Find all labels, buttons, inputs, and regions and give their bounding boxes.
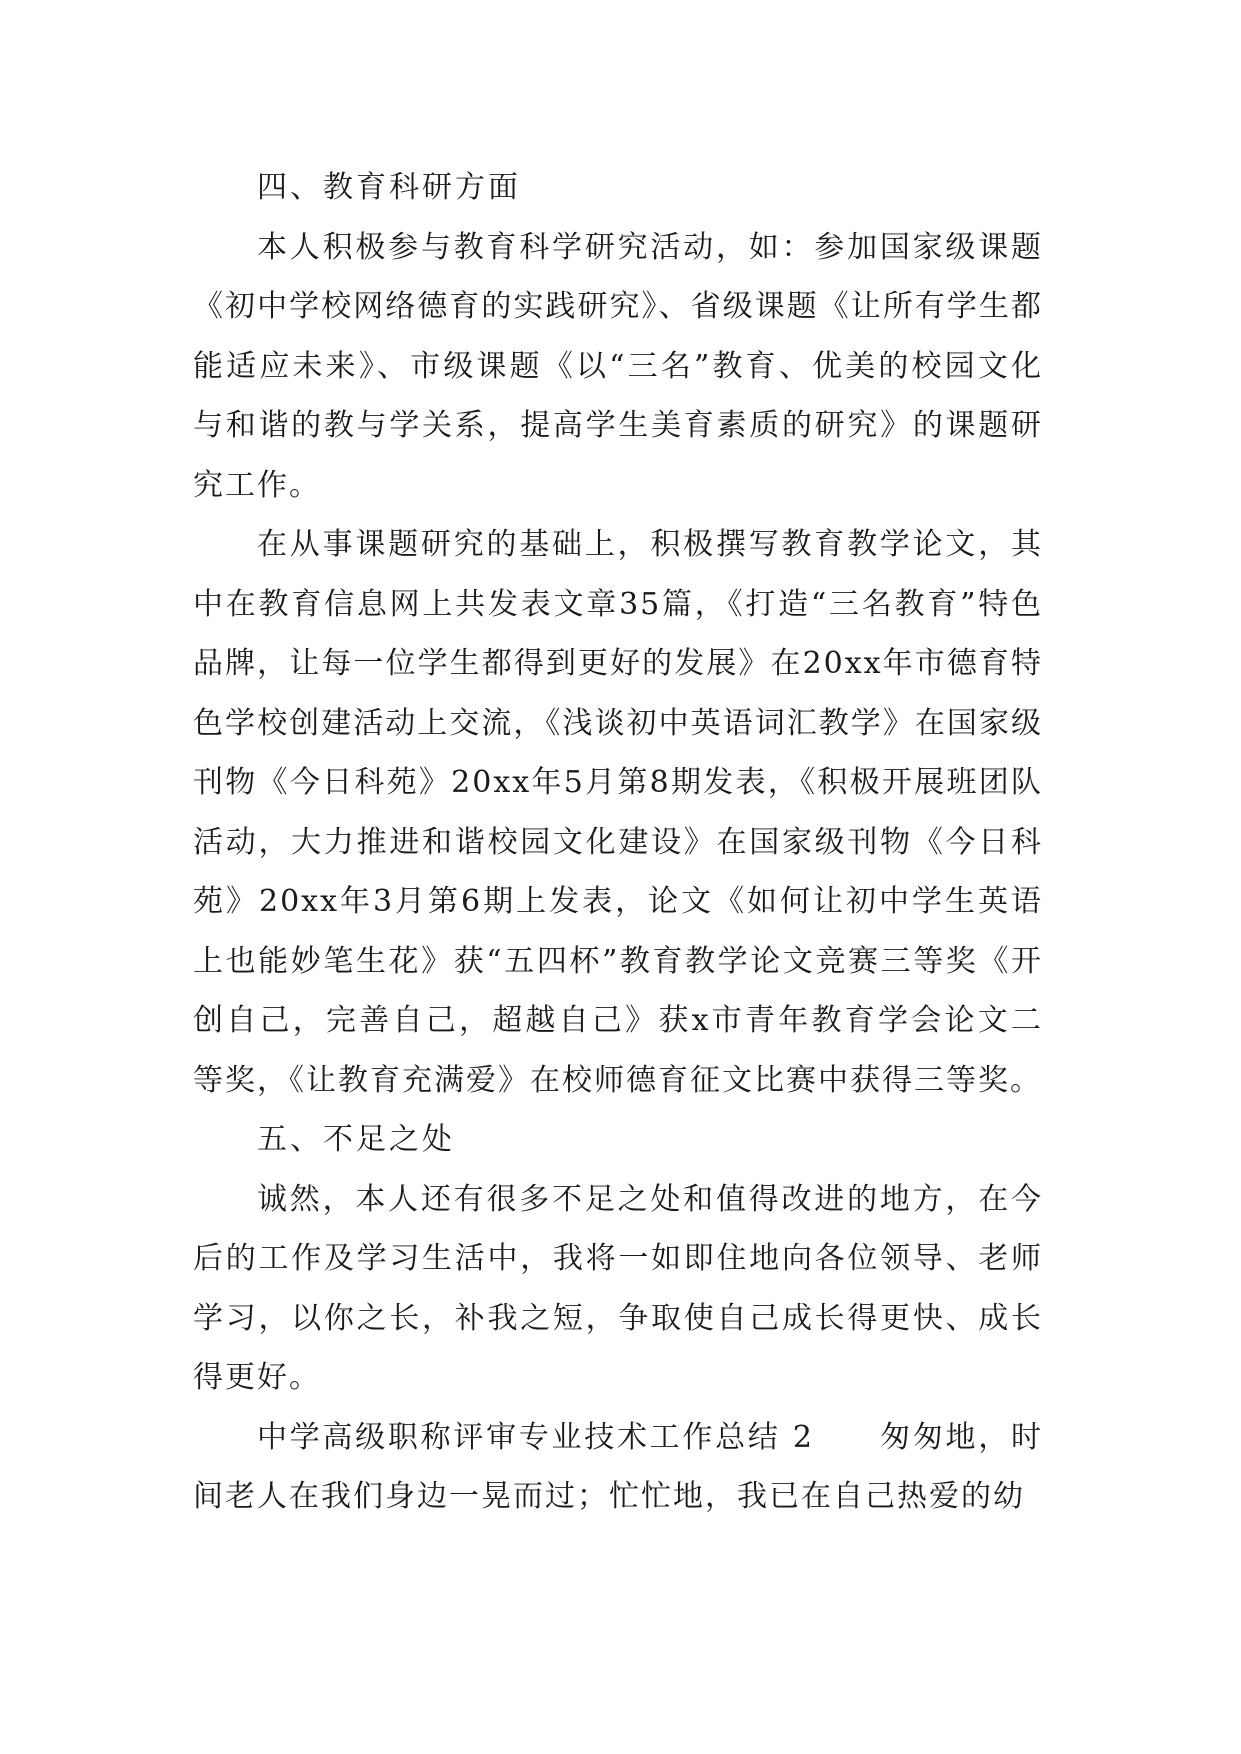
- paragraph-shortcomings: 诚然，本人还有很多不足之处和值得改进的地方，在今后的工作及学习生活中，我将一如即住地向各位领导、老师学习，以你之长，补我之短，争取使自己成长得更快、成长得更好。: [193, 1181, 1043, 1395]
- document-body: [193, 158, 1043, 1527]
- section-heading-research: 四、教育科研方面: [257, 170, 521, 205]
- paragraph-research-projects: 本人积极参与教育科学研究活动，如：参加国家级课题《初中学校网络德育的实践研究》、省级课题《让所有学生都能适应未来》、市级课题《以“三名”教育、优美的校园文化与和谐的教与学关系，提高学生美育素质的研究》的课题研究工作。: [193, 229, 1043, 503]
- section-heading-shortcomings: 五、不足之处: [257, 1122, 455, 1157]
- paragraph-next-summary: 中学高级职称评审专业技术工作总结 2 匆匆地，时间老人在我们身边一晃而过；忙忙地，我已在自己热爱的幼: [193, 1419, 1043, 1514]
- paragraph-research-papers: 在从事课题研究的基础上，积极撰写教育教学论文，其中在教育信息网上共发表文章35篇，《打造“三名教育”特色品牌，让每一位学生都得到更好的发展》在20xx年市德育特色学校创建活动上交流，《浅谈初中英语词汇教学》在国家级刊物《今日科苑》20xx年5月第8期发表，《积极开展班团队活动，大力推进和谐校园文化建设》在国家级刊物《今日科苑》20xx年3月第6期上发表，论文《如何让初中学生英语上也能妙笔生花》获“五四杯”教育教学论文竞赛三等奖《开创自己，完善自己，超越自己》获x市青年教育学会论文二等奖，《让教育充满爱》在校师德育征文比赛中获得三等奖。: [193, 527, 1043, 1098]
